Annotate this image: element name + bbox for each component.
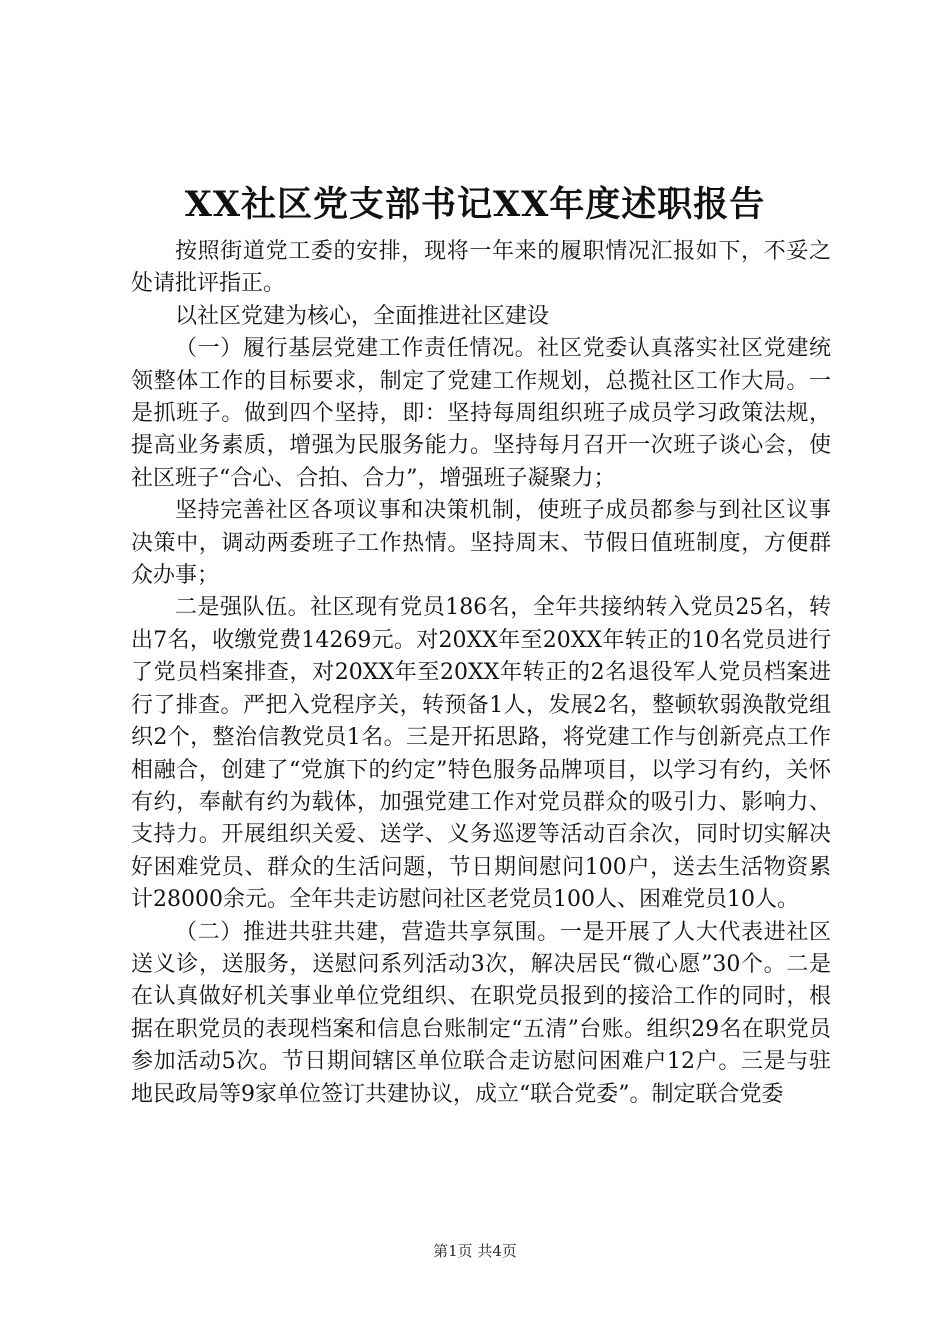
paragraph-section-1: （一）履行基层党建工作责任情况。社区党委认真落实社区党建统领整体工作的目标要求，制定了党建工作规划，总揽社区工作大局。一是抓班子。做到四个坚持，即：坚持每周组织班子成员学习政策法规，提高业务素质，增强为民服务能力。坚持每月召开一次班子谈心会，使社区班子“合心、合拍、合力”，增强班子凝聚力； [131,336,831,491]
page-title: XX社区党支部书记XX年度述职报告 [184,184,766,225]
paragraph-heading: 以社区党建为核心，全面推进社区建设 [175,303,550,329]
document-body [131,236,831,1111]
page-footer: 第1页 共4页 [433,1242,517,1260]
paragraph-intro: 按照街道党工委的安排，现将一年来的履职情况汇报如下，不妥之处请批评指正。 [131,239,831,297]
paragraph-team-building: 二是强队伍。社区现有党员186名，全年共接纳转入党员25名，转出7名，收缴党费14269元。对20XX年至20XX年转正的10名党员进行了党员档案排查，对20XX年至20XX年转正的2名退役军人党员档案进行了排查。严把入党程序关，转预备1人，发展2名，整顿软弱涣散党组织2个，整治信教党员1名。三是开拓思路，将党建工作与创新亮点工作相融合，创建了“党旗下的约定”特色服务品牌项目，以学习有约，关怀有约，奉献有约为载体，加强党建工作对党员群众的吸引力、影响力、支持力。开展组织关爱、送学、义务巡逻等活动百余次，同时切实解决好困难党员、群众的生活问题，节日期间慰问100户，送去生活物资累计28000余元。全年共走访慰问社区老党员100人、困难党员10人。 [131,595,831,913]
paragraph-section-1-cont: 坚持完善社区各项议事和决策机制，使班子成员都参与到社区议事决策中，调动两委班子工作热情。坚持周末、节假日值班制度，方便群众办事； [131,498,831,589]
paragraph-section-2: （二）推进共驻共建，营造共享氛围。一是开展了人大代表进社区送义诊，送服务，送慰问系列活动3次，解决居民“微心愿”30个。二是在认真做好机关事业单位党组织、在职党员报到的接洽工作的同时，根据在职党员的表现档案和信息台账制定“五清”台账。组织29名在职党员参加活动5次。节日期间辖区单位联合走访慰问困难户12户。三是与驻地民政局等9家单位签订共建协议，成立“联合党委”。制定联合党委 [131,919,831,1107]
